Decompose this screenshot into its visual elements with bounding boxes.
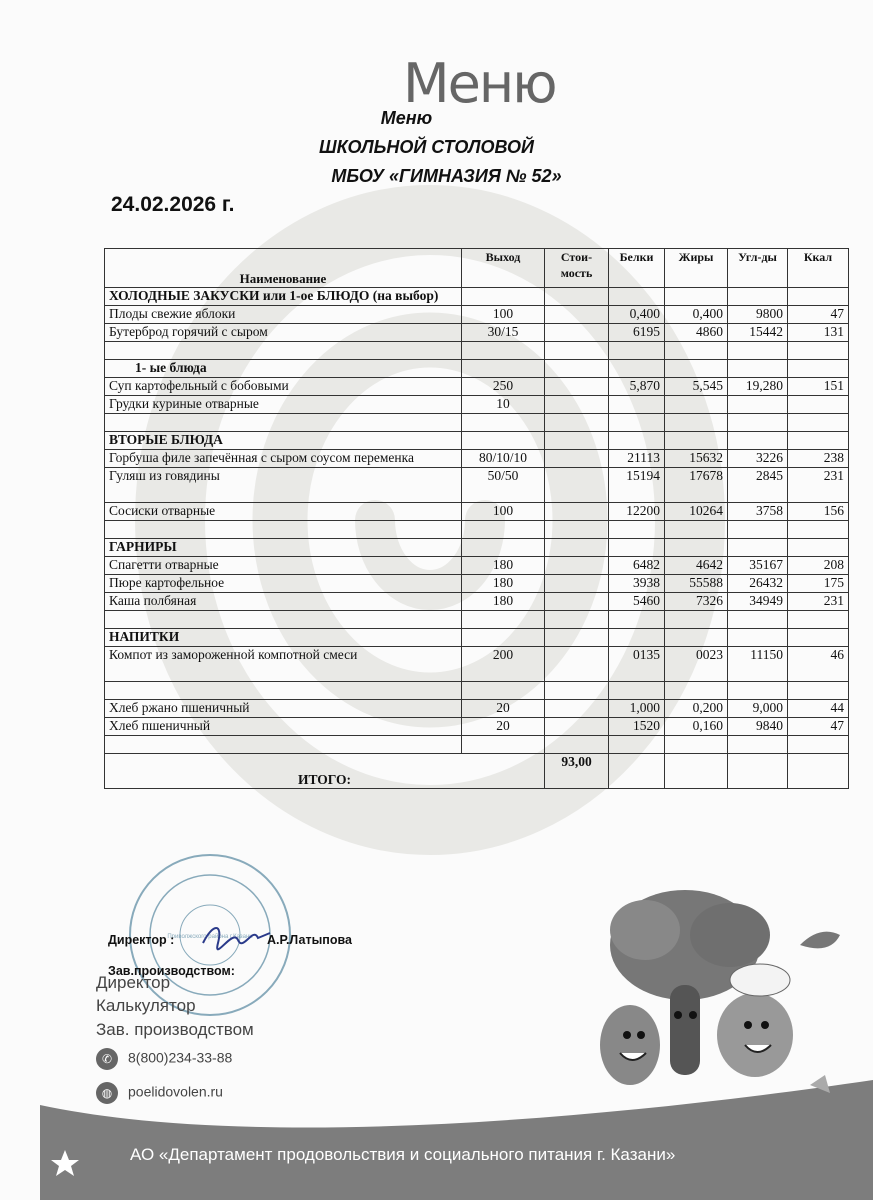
cell-protein: 6482 bbox=[609, 557, 665, 575]
cell-cost bbox=[545, 682, 609, 700]
cell-fat bbox=[665, 736, 728, 754]
cell-protein: 0,400 bbox=[609, 306, 665, 324]
cell-kcal: 47 bbox=[788, 718, 849, 736]
phone-icon: ✆ bbox=[96, 1048, 118, 1070]
cell-fat: 0023 bbox=[665, 647, 728, 682]
dish-name: Хлеб пшеничный bbox=[105, 718, 462, 736]
cell-kcal bbox=[788, 736, 849, 754]
table-row bbox=[105, 414, 849, 432]
dish-name: Грудки куриные отварные bbox=[105, 396, 462, 414]
cell-cost bbox=[545, 557, 609, 575]
cell-kcal bbox=[788, 521, 849, 539]
cell-cost bbox=[545, 521, 609, 539]
cell-cost bbox=[545, 629, 609, 647]
cell-protein bbox=[609, 360, 665, 378]
table-row bbox=[105, 396, 849, 414]
director-name: А.Р.Латыпова bbox=[267, 933, 352, 947]
cell-cost bbox=[545, 324, 609, 342]
total-empty-cell bbox=[609, 754, 665, 789]
cell-kcal: 47 bbox=[788, 306, 849, 324]
total-cost: 93,00 bbox=[545, 754, 609, 789]
cell-cost bbox=[545, 539, 609, 557]
footer-phone[interactable]: 8(800)234-33-88 bbox=[128, 1049, 233, 1066]
director-signature bbox=[198, 918, 273, 953]
cell-protein bbox=[609, 629, 665, 647]
table-header-row bbox=[105, 249, 849, 288]
table-row bbox=[105, 378, 849, 396]
dish-name: Спагетти отварные bbox=[105, 557, 462, 575]
cell-carbs: 9,000 bbox=[728, 700, 788, 718]
cell-cost bbox=[545, 342, 609, 360]
stamp-text: Приволжского района г.Казани bbox=[167, 934, 253, 940]
cell-carbs bbox=[728, 360, 788, 378]
cell-protein bbox=[609, 611, 665, 629]
table-row bbox=[105, 450, 849, 468]
cell-carbs: 19,280 bbox=[728, 378, 788, 396]
total-empty-cell bbox=[788, 754, 849, 789]
cell-yield: 180 bbox=[462, 593, 545, 611]
cell-cost bbox=[545, 736, 609, 754]
col-header-fat: Жиры bbox=[665, 249, 728, 288]
table-row bbox=[105, 468, 849, 503]
cell-yield bbox=[462, 288, 545, 306]
cell-protein bbox=[609, 288, 665, 306]
col-header-name: Наименование bbox=[105, 249, 462, 288]
cell-fat bbox=[665, 414, 728, 432]
table-row bbox=[105, 700, 849, 718]
col-header-kcal: Ккал bbox=[788, 249, 849, 288]
cell-yield bbox=[462, 539, 545, 557]
table-row bbox=[105, 593, 849, 611]
cell-protein bbox=[609, 396, 665, 414]
cell-kcal bbox=[788, 611, 849, 629]
cell-fat: 5,545 bbox=[665, 378, 728, 396]
cell-yield: 250 bbox=[462, 378, 545, 396]
table-row bbox=[105, 324, 849, 342]
cell-fat bbox=[665, 521, 728, 539]
cell-fat: 15632 bbox=[665, 450, 728, 468]
section-row bbox=[105, 288, 849, 306]
cell-yield bbox=[462, 414, 545, 432]
cell-protein: 3938 bbox=[609, 575, 665, 593]
cell-carbs bbox=[728, 521, 788, 539]
cell-cost bbox=[545, 611, 609, 629]
cell-kcal: 238 bbox=[788, 450, 849, 468]
title-school: МБОУ «ГИМНАЗИЯ № 52» bbox=[331, 166, 562, 186]
cell-carbs: 9800 bbox=[728, 306, 788, 324]
title-menu: Меню bbox=[380, 108, 433, 128]
cell-cost bbox=[545, 306, 609, 324]
cell-kcal bbox=[788, 682, 849, 700]
director-label: Директор : bbox=[108, 933, 175, 947]
cell-kcal bbox=[788, 360, 849, 378]
cell-yield: 20 bbox=[462, 718, 545, 736]
cell-carbs: 11150 bbox=[728, 647, 788, 682]
handwritten-title: Меню bbox=[403, 52, 556, 115]
cell-kcal bbox=[788, 539, 849, 557]
cell-fat bbox=[665, 288, 728, 306]
globe-icon: ◍ bbox=[96, 1082, 118, 1104]
cell-fat bbox=[665, 539, 728, 557]
cell-carbs: 3226 bbox=[728, 450, 788, 468]
cell-protein: 12200 bbox=[609, 503, 665, 521]
cell-fat: 0,400 bbox=[665, 306, 728, 324]
footer-role-calculator: Калькулятор bbox=[96, 996, 196, 1015]
dish-name: Плоды свежие яблоки bbox=[105, 306, 462, 324]
footer-role-director: Директор bbox=[96, 973, 171, 992]
cell-kcal: 231 bbox=[788, 468, 849, 503]
cell-protein: 15194 bbox=[609, 468, 665, 503]
cell-fat bbox=[665, 611, 728, 629]
table-row bbox=[105, 342, 849, 360]
cell-protein bbox=[609, 521, 665, 539]
table-row bbox=[105, 306, 849, 324]
dish-name: ХОЛОДНЫЕ ЗАКУСКИ или 1-ое БЛЮДО (на выбор) bbox=[105, 288, 462, 306]
cell-fat bbox=[665, 682, 728, 700]
cell-cost bbox=[545, 432, 609, 450]
total-empty-cell bbox=[665, 754, 728, 789]
dish-name: Бутерброд горячий с сыром bbox=[105, 324, 462, 342]
dish-name bbox=[105, 342, 462, 360]
cell-protein bbox=[609, 539, 665, 557]
col-header-cost: Стои-мость bbox=[545, 249, 609, 288]
cell-cost bbox=[545, 450, 609, 468]
cell-yield bbox=[462, 360, 545, 378]
total-label: ИТОГО: bbox=[105, 754, 545, 789]
cell-kcal: 151 bbox=[788, 378, 849, 396]
cell-carbs bbox=[728, 396, 788, 414]
cell-kcal bbox=[788, 342, 849, 360]
cell-protein: 0135 bbox=[609, 647, 665, 682]
cell-kcal: 231 bbox=[788, 593, 849, 611]
dish-name: Горбуша филе запечённая с сыром соусом переменка bbox=[105, 450, 462, 468]
cell-fat: 0,160 bbox=[665, 718, 728, 736]
footer-site-row bbox=[96, 1082, 223, 1104]
table-row bbox=[105, 521, 849, 539]
menu-table bbox=[104, 248, 849, 789]
footer-organization: АО «Департамент продовольствия и социального питания г. Казани» bbox=[130, 1145, 676, 1164]
cell-yield bbox=[462, 629, 545, 647]
cell-fat: 4642 bbox=[665, 557, 728, 575]
cell-protein: 1520 bbox=[609, 718, 665, 736]
dish-name: ВТОРЫЕ БЛЮДА bbox=[105, 432, 462, 450]
table-row bbox=[105, 718, 849, 736]
cell-fat: 7326 bbox=[665, 593, 728, 611]
cell-yield: 20 bbox=[462, 700, 545, 718]
cell-carbs bbox=[728, 432, 788, 450]
deputy-label: Зав.производством: bbox=[108, 964, 235, 978]
cell-protein bbox=[609, 736, 665, 754]
section-row bbox=[105, 432, 849, 450]
cell-cost bbox=[545, 647, 609, 682]
cell-yield: 180 bbox=[462, 557, 545, 575]
dish-name: Суп картофельный с бобовыми bbox=[105, 378, 462, 396]
section-row bbox=[105, 629, 849, 647]
cell-cost bbox=[545, 414, 609, 432]
cell-yield: 180 bbox=[462, 575, 545, 593]
cell-fat: 0,200 bbox=[665, 700, 728, 718]
cell-carbs bbox=[728, 288, 788, 306]
title-canteen: ШКОЛЬНОЙ СТОЛОВОЙ bbox=[319, 137, 534, 157]
cell-carbs: 34949 bbox=[728, 593, 788, 611]
cell-kcal: 208 bbox=[788, 557, 849, 575]
table-row bbox=[105, 611, 849, 629]
table-row bbox=[105, 360, 849, 378]
cartoon-vegetables-illustration bbox=[555, 885, 855, 1115]
dish-name bbox=[105, 736, 462, 754]
cell-protein bbox=[609, 414, 665, 432]
cell-yield: 30/15 bbox=[462, 324, 545, 342]
dish-name bbox=[105, 414, 462, 432]
table-row bbox=[105, 682, 849, 700]
dish-name: Пюре картофельное bbox=[105, 575, 462, 593]
cell-cost bbox=[545, 288, 609, 306]
total-empty-cell bbox=[728, 754, 788, 789]
cell-yield: 10 bbox=[462, 396, 545, 414]
cell-cost bbox=[545, 575, 609, 593]
cell-carbs bbox=[728, 629, 788, 647]
cell-yield: 100 bbox=[462, 306, 545, 324]
cell-kcal: 44 bbox=[788, 700, 849, 718]
cell-fat: 55588 bbox=[665, 575, 728, 593]
cell-carbs: 26432 bbox=[728, 575, 788, 593]
dish-name: Гуляш из говядины bbox=[105, 468, 462, 503]
dish-name: Компот из замороженной компотной смеси bbox=[105, 647, 462, 682]
footer-phone-row bbox=[96, 1048, 232, 1070]
col-header-protein: Белки bbox=[609, 249, 665, 288]
dish-name: ГАРНИРЫ bbox=[105, 539, 462, 557]
dish-name: 1- ые блюда bbox=[105, 360, 462, 378]
cell-yield bbox=[462, 432, 545, 450]
cell-protein bbox=[609, 432, 665, 450]
cell-protein: 5,870 bbox=[609, 378, 665, 396]
cell-carbs bbox=[728, 342, 788, 360]
cell-cost bbox=[545, 593, 609, 611]
cell-kcal: 131 bbox=[788, 324, 849, 342]
cell-kcal bbox=[788, 396, 849, 414]
cell-cost bbox=[545, 378, 609, 396]
table-row bbox=[105, 647, 849, 682]
cell-yield bbox=[462, 736, 545, 754]
cell-protein bbox=[609, 682, 665, 700]
table-row bbox=[105, 736, 849, 754]
cell-carbs bbox=[728, 611, 788, 629]
cell-yield bbox=[462, 611, 545, 629]
dish-name: Сосиски отварные bbox=[105, 503, 462, 521]
dish-name bbox=[105, 611, 462, 629]
cell-fat bbox=[665, 342, 728, 360]
col-header-carbs: Угл-ды bbox=[728, 249, 788, 288]
dish-name: НАПИТКИ bbox=[105, 629, 462, 647]
cell-carbs bbox=[728, 539, 788, 557]
cell-protein: 21113 bbox=[609, 450, 665, 468]
cell-fat: 10264 bbox=[665, 503, 728, 521]
footer-role-production: Зав. производством bbox=[96, 1020, 254, 1039]
dish-name: Каша полбяная bbox=[105, 593, 462, 611]
cell-cost bbox=[545, 718, 609, 736]
cell-fat bbox=[665, 360, 728, 378]
cell-protein: 1,000 bbox=[609, 700, 665, 718]
cell-fat bbox=[665, 629, 728, 647]
cell-kcal: 175 bbox=[788, 575, 849, 593]
cell-kcal bbox=[788, 432, 849, 450]
cell-yield: 80/10/10 bbox=[462, 450, 545, 468]
table-row bbox=[105, 575, 849, 593]
table-row bbox=[105, 557, 849, 575]
cell-kcal: 46 bbox=[788, 647, 849, 682]
cell-carbs: 9840 bbox=[728, 718, 788, 736]
col-header-yield: Выход bbox=[462, 249, 545, 288]
cell-kcal: 156 bbox=[788, 503, 849, 521]
total-row bbox=[105, 754, 849, 789]
cell-protein bbox=[609, 342, 665, 360]
dish-name bbox=[105, 682, 462, 700]
section-row bbox=[105, 539, 849, 557]
cell-kcal bbox=[788, 414, 849, 432]
cell-fat: 17678 bbox=[665, 468, 728, 503]
cell-fat: 4860 bbox=[665, 324, 728, 342]
footer-site[interactable]: poelidovolen.ru bbox=[128, 1083, 223, 1100]
cell-cost bbox=[545, 360, 609, 378]
menu-date: 24.02.2026 г. bbox=[111, 193, 235, 216]
cell-carbs: 15442 bbox=[728, 324, 788, 342]
cell-cost bbox=[545, 468, 609, 503]
cell-carbs bbox=[728, 736, 788, 754]
cell-carbs: 2845 bbox=[728, 468, 788, 503]
cell-protein: 5460 bbox=[609, 593, 665, 611]
cell-yield: 50/50 bbox=[462, 468, 545, 503]
table-row bbox=[105, 503, 849, 521]
cell-yield bbox=[462, 521, 545, 539]
cell-kcal bbox=[788, 288, 849, 306]
cell-cost bbox=[545, 396, 609, 414]
cell-fat bbox=[665, 432, 728, 450]
cell-carbs: 3758 bbox=[728, 503, 788, 521]
dish-name bbox=[105, 521, 462, 539]
cell-yield bbox=[462, 682, 545, 700]
cell-kcal bbox=[788, 629, 849, 647]
cell-yield: 100 bbox=[462, 503, 545, 521]
cell-yield bbox=[462, 342, 545, 360]
cell-carbs bbox=[728, 414, 788, 432]
cell-protein: 6195 bbox=[609, 324, 665, 342]
dish-name: Хлеб ржано пшеничный bbox=[105, 700, 462, 718]
cell-fat bbox=[665, 396, 728, 414]
cell-carbs: 35167 bbox=[728, 557, 788, 575]
cell-carbs bbox=[728, 682, 788, 700]
cell-cost bbox=[545, 503, 609, 521]
cell-yield: 200 bbox=[462, 647, 545, 682]
cell-cost bbox=[545, 700, 609, 718]
